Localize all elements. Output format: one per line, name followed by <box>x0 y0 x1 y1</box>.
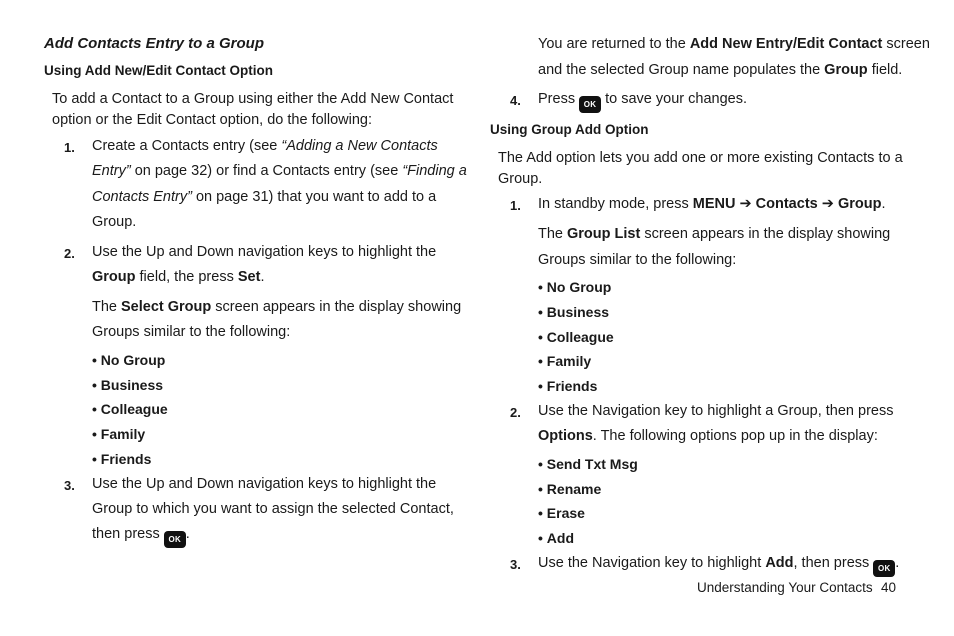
list-item: • Colleague <box>538 329 614 345</box>
subsection-title: Using Group Add Option <box>490 122 649 137</box>
list-item: • Send Txt Msg <box>538 456 638 472</box>
step-number: 2. <box>510 405 521 420</box>
step-2-line-2: Options. The following options pop up in the display: <box>538 428 878 444</box>
list-item: • No Group <box>92 352 166 368</box>
intro-line-1: The Add option lets you add one or more existing Contacts to a <box>498 150 903 166</box>
step-1-line-2: Entry” on page 32) or find a Contacts entry (see “Finding a <box>92 163 467 179</box>
intro-line-1: To add a Contact to a Group using either the Add New Contact <box>52 91 454 107</box>
list-item: • Family <box>92 426 146 442</box>
list-item: • Erase <box>538 505 585 521</box>
step-1-line-1: In standby mode, press MENU ➔ Contacts ➔ Group. <box>538 196 886 212</box>
step-number: 3. <box>64 478 75 493</box>
step-number: 3. <box>510 557 521 572</box>
continued-line-1: You are returned to the Add New Entry/Edit Contact screen <box>538 36 930 52</box>
step-3-line-1: Use the Navigation key to highlight Add, then press OK . <box>538 555 899 577</box>
list-item: • Business <box>538 304 610 320</box>
list-item: • Add <box>538 530 575 546</box>
step-3-line-2: Group to which you want to assign the selected Contact, <box>92 501 454 517</box>
step-4-line-1: Press OK to save your changes. <box>538 91 747 113</box>
step-2-line-2: Group field, the press Set. <box>92 269 265 285</box>
step-1-line-1: Create a Contacts entry (see “Adding a New Contacts <box>92 138 438 154</box>
step-1-line-2: The Group List screen appears in the display showing <box>538 226 891 242</box>
step-number: 1. <box>510 198 521 213</box>
step-number: 1. <box>64 140 75 155</box>
step-2-line-1: Use the Navigation key to highlight a Group, then press <box>538 403 894 419</box>
list-item: • Friends <box>92 451 152 467</box>
step-2-line-4: Groups similar to the following: <box>92 324 291 340</box>
footer-section-name: Understanding Your Contacts <box>697 580 873 595</box>
ok-key-icon: OK <box>873 560 895 577</box>
continued-line-2: and the selected Group name populates the Group field. <box>538 62 903 78</box>
intro-line-2: Group. <box>498 171 543 187</box>
step-3-line-3: then press OK . <box>92 526 190 548</box>
step-2-line-3: The Select Group screen appears in the display showing <box>92 299 462 315</box>
page-number: 40 <box>881 580 897 595</box>
step-number: 2. <box>64 246 75 261</box>
section-title: Add Contacts Entry to a Group <box>44 35 265 52</box>
list-item: • Colleague <box>92 401 168 417</box>
list-item: • No Group <box>538 279 612 295</box>
subsection-title: Using Add New/Edit Contact Option <box>44 63 273 78</box>
intro-line-2: option or the Edit Contact option, do the following: <box>52 112 373 128</box>
ok-key-icon: OK <box>164 531 186 548</box>
step-3-line-1: Use the Up and Down navigation keys to highlight the <box>92 476 437 492</box>
list-item: • Friends <box>538 378 598 394</box>
ok-key-icon: OK <box>579 96 601 113</box>
step-2-line-1: Use the Up and Down navigation keys to highlight the <box>92 244 437 260</box>
list-item: • Rename <box>538 481 602 497</box>
step-1-line-3: Groups similar to the following: <box>538 252 737 268</box>
step-number: 4. <box>510 93 521 108</box>
list-item: • Business <box>92 377 164 393</box>
step-1-line-3: Contacts Entry” on page 31) that you want to add to a <box>92 189 437 205</box>
step-1-line-4: Group. <box>92 214 137 230</box>
list-item: • Family <box>538 353 592 369</box>
